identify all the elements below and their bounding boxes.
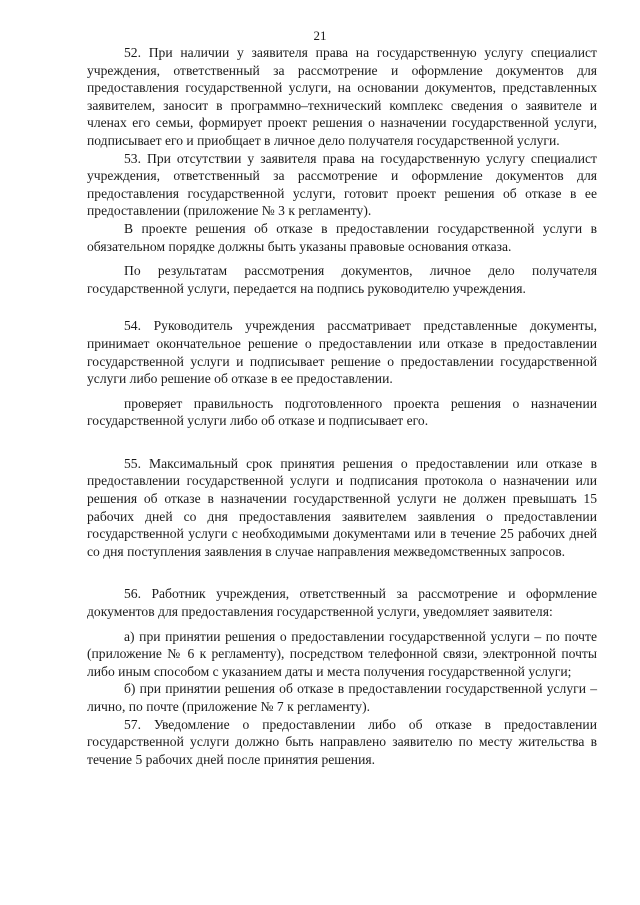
document-body [87,44,597,768]
paragraph-52: 52. При наличии у заявителя права на государственную услугу специалист учреждения, ответственный за рассмотрение и оформление документов для предоставления государственной услуги, на основании документов, представленных заявителем, заносит в программно–технический комплекс сведения о заявителе и членах его семьи, формирует проект решения о назначении государственной услуги, подписывает его и приобщает в личное дело получателя государственной услуги. [87,45,597,148]
paragraph-56-a: а) при принятии решения о предоставлении государственной услуги – по почте (приложение № 6 к регламенту), посредством телефонной связи, электронной почты либо иным способом с указанием даты и места получения государственной услуги; [87,628,597,679]
paragraph-checks-draft: проверяет правильность подготовленного проекта решения о назначении государственной услуги либо об отказе и подписывает его. [87,395,597,429]
paragraph-57: 57. Уведомление о предоставлении либо об отказе в предоставлении государственной услуги должно быть направлено заявителю по месту жительства в течение 5 рабочих дней после принятия решения. [87,716,597,767]
page-number: 21 [313,28,327,43]
paragraph-refusal-grounds: В проекте решения об отказе в предоставлении государственной услуги в обязательном порядке должны быть указаны правовые основания отказа. [87,220,597,254]
paragraph-review-results: По результатам рассмотрения документов, личное дело получателя государственной услуги, передается на подпись руководителю учреждения. [87,263,597,296]
paragraph-54: 54. Руководитель учреждения рассматривает представленные документы, принимает окончательное решение о предоставлении или отказе в предоставлении государственной услуги и подписывает решение о предоставлении государственной услуги либо решение об отказе в ее предоставлении. [87,318,597,387]
paragraph-53: 53. При отсутствии у заявителя права на государственную услугу специалист учреждения, ответственный за рассмотрение и оформление документов для предоставления государственной услуги, готовит проект решения об отказе в ее предоставлении (приложение № 3 к регламенту). [87,150,597,219]
paragraph-56: 56. Работник учреждения, ответственный за рассмотрение и оформление документов для предоставления государственной услуги, уведомляет заявителя: [87,586,597,620]
paragraph-56-b: б) при принятии решения об отказе в предоставлении государственной услуги – лично, по почте (приложение № 7 к регламенту). [87,681,597,714]
paragraph-55: 55. Максимальный срок принятия решения о предоставлении или отказе в предоставлении государственной услуги и подписания протокола о назначении или решения об отказе в назначении государственной услуги не должен превышать 15 рабочих дней со дня предоставления заявителем заявления о предоставлении государственной услуги с необходимыми документами или в течение 25 рабочих дней со дня поступления заявления в случае направления межведомственных запросов. [87,455,597,559]
